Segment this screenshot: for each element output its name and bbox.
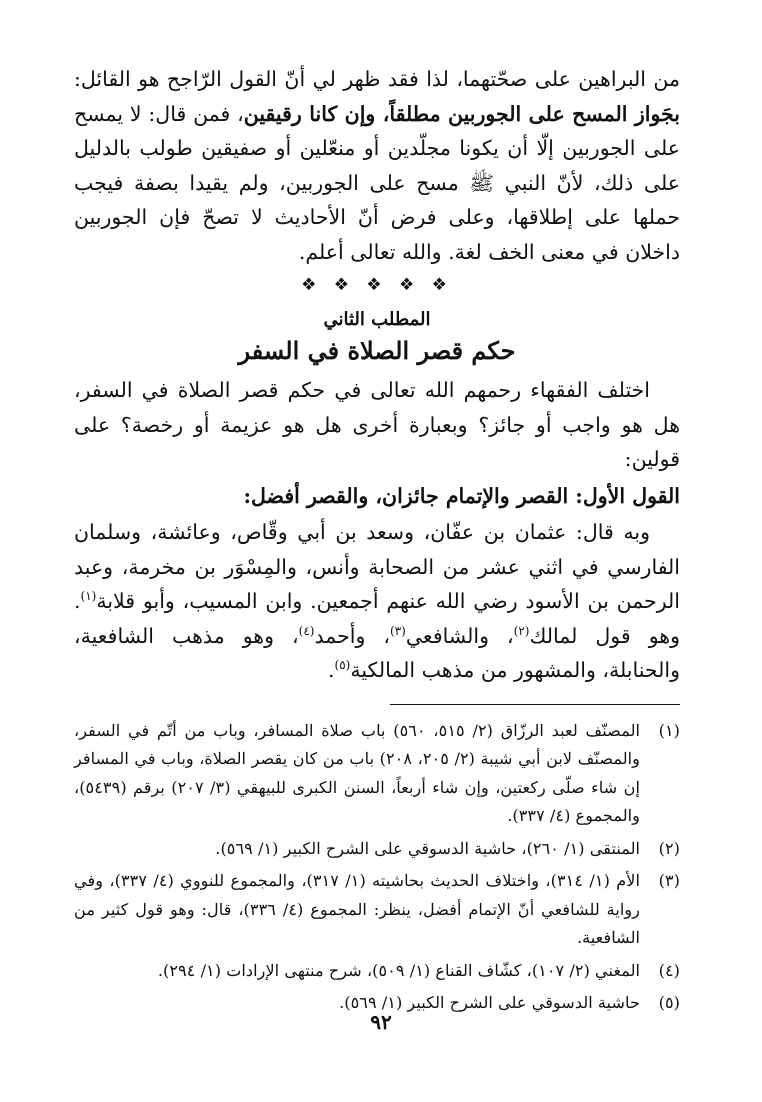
opinion-text-2: . وهو قول لمالك [74,589,680,648]
opinion-text-5: ، وهو مذهب الشافعية، والحنابلة، والمشهور من مذهب المالكية [74,623,680,682]
footnote-number: (١) [658,720,680,740]
section-heading: حكم قصر الصلاة في السفر [238,336,516,365]
footnote-item [74,867,680,953]
intro-text-1: من البراهين على صحّتهما، لذا فقد ظهر لي أنّ القول الرّاجح هو القائل: [74,67,680,91]
footnote-item [74,835,680,864]
section-subheading: المطلب الثاني [323,309,431,330]
intro-bold-ruling: بجَواز المسح على الجوربين مطلقاً، وإن كانا رقيقين [243,101,680,126]
footnote-text: حاشية الدسوقي على الشرح الكبير (١/ ٥٦٩). [339,993,640,1012]
footnote-ref-5[interactable]: (٥) [334,658,351,673]
footnote-ref-2[interactable]: (٢) [513,623,530,638]
footnote-text: المنتقى (١/ ٢٦٠)، حاشية الدسوقي على الشرح الكبير (١/ ٥٦٩). [215,838,640,858]
opinion-text-4: ، وأحمد [314,623,391,648]
footnote-number: (٤) [658,960,680,980]
opinion-one-label: القول الأول: القصر والإتمام جائزان، والقصر أفضل: [243,483,680,508]
section-separator: ❖ ❖ ❖ ❖ ❖ [301,275,453,295]
footnote-ref-4[interactable]: (٤) [298,623,315,638]
footnote-text: الأم (١/ ٣١٤)، واختلاف الحديث بحاشيته (١/ ٣١٧)، والمجموع للنووي (٤/ ٣٣٧)، وفي رواية للشافعي أنّ الإتمام أفضل، ينظر: المجموع (٤/ ٣٣٦)، قال: وهو قول كثير من الشافعية. [74,871,641,947]
footnote-text: المغني (٢/ ١٠٧)، كشّاف القناع (١/ ٥٠٩)، شرح منتهى الإرادات (١/ ٢٩٤). [157,960,640,980]
footnote-number: (٥) [658,993,680,1012]
opinion-text-3: ، والشافعي [405,623,514,648]
intro-paragraph [74,62,680,269]
footnote-ref-1[interactable]: (١) [80,589,97,604]
footnote-text: المصنّف لعبد الرزّاق (٢/ ٥١٥، ٥٦٠) باب صلاة المسافر، وباب من أتّم في السفر، والمصنّف لابن أبي شيبة (٢/ ٢٠٥، ٢٠٨) باب من كان يقصر الصلاة، وباب في المسافر إن شاء صلّى ركعتين، وإن شاء أربعاً، السنن الكبرى للبيهقي (٣/ ٢٠٧) برقم (٥٤٣٩)، والمجموع (٤/ ٣٣٧). [74,720,641,825]
footnote-divider [390,704,680,705]
footnotes-list [74,717,680,1018]
opinion-text-6: . [327,658,335,682]
footnote-number: (٢) [658,838,680,858]
opinion-text-1: وبه قال: عثمان بن عفّان، وسعد بن أبي وقّاص، وعائشة، وسلمان الفارسي في اثني عشر من الصحابة وأنس، والمِسْوَر بن مخرمة، وعبد الرحمن بن الأسود رضي الله عنهم أجمعين. وابن المسيب، وأبو قلابة [74,520,680,613]
intro-text-2: ، فمن قال: لا يمسح على الجوربين إلّا أن يكونا مجلّدين أو منعّلين أو صفيقين طولب بالدليل على ذلك، لأنّ النبي ﷺ مسح على الجوربين، ولم يقيدا بصفة فيجب حملها على إطلاقها، وعلى فرض أنّ الأحاديث لا تصحّ فإن الجوربين داخلان في معنى الخف لغة. والله تعالى أعلم. [74,101,680,264]
page-number: ٩٢ [370,1010,392,1034]
intro-disagreement-paragraph: اختلف الفقهاء رحمهم الله تعالى في حكم قصر الصلاة في السفر، هل هو واجب أو جائز؟ وبعبارة أخرى هل هو عزيمة أو رخصة؟ على قولين: [74,378,680,471]
footnote-item [74,957,680,986]
footnote-item [74,717,680,831]
footnote-number: (٣) [658,871,680,890]
footnote-ref-3[interactable]: (٣) [390,623,406,638]
opinion-one-heading [74,479,680,514]
opinion-one-paragraph [74,515,680,688]
